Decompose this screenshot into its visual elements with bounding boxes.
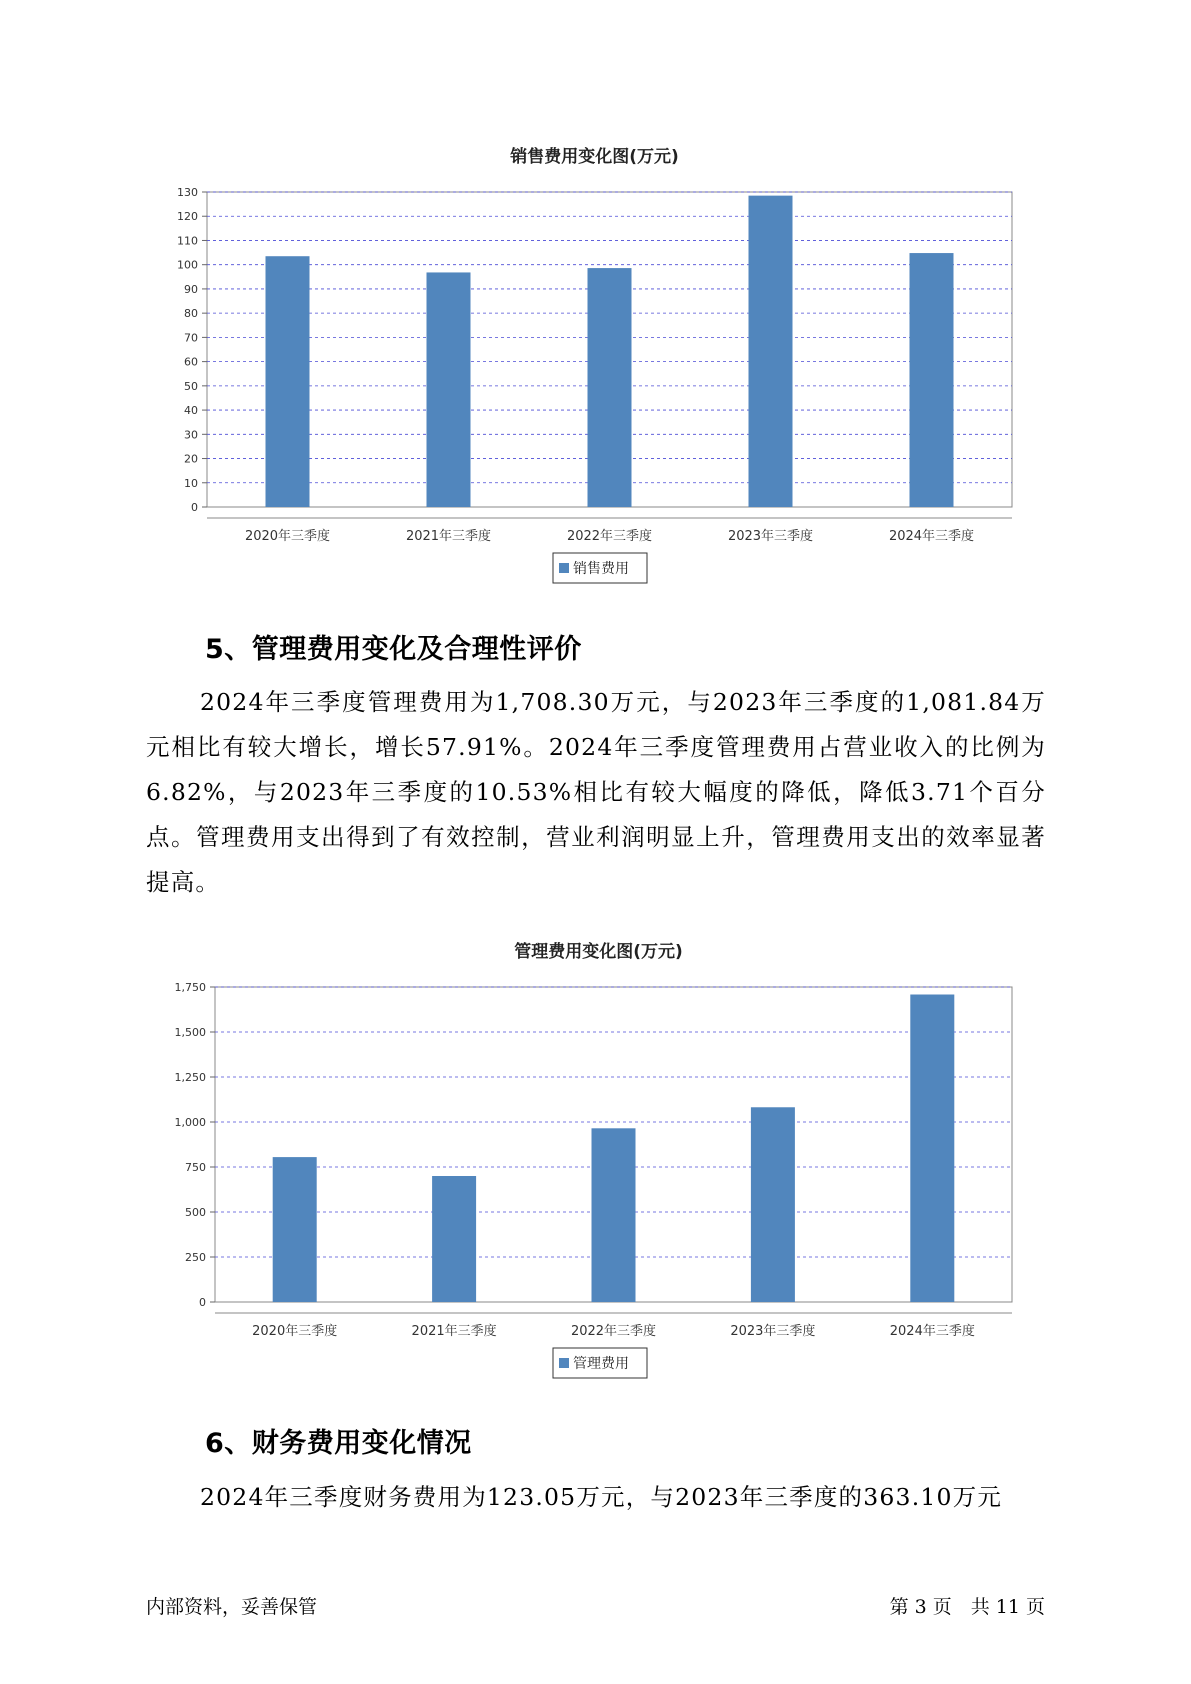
y-tick-label: 1,000 (174, 1116, 206, 1129)
section6-heading: 6、财务费用变化情况 (205, 1428, 472, 1459)
bar (588, 268, 632, 507)
sales-expense-chart (0, 130, 1191, 577)
y-tick-label: 1,250 (174, 1071, 206, 1084)
y-tick-label: 500 (185, 1206, 206, 1219)
y-tick-label: 110 (177, 234, 198, 248)
legend-label: 管理费用 (573, 1356, 629, 1372)
bar (432, 1176, 476, 1302)
section6-paragraph (146, 1475, 1046, 1520)
y-tick-label: 130 (177, 186, 198, 199)
x-category-label: 2024年三季度 (889, 1324, 975, 1339)
bar (273, 1157, 317, 1302)
legend-label: 销售费用 (573, 561, 629, 577)
bar (751, 1107, 795, 1302)
sales-expense-chart-svg (0, 130, 1191, 577)
y-tick-label: 250 (185, 1251, 206, 1264)
bar (592, 1128, 636, 1302)
y-tick-label: 90 (184, 282, 198, 296)
y-tick-label: 80 (184, 307, 198, 321)
y-tick-label: 100 (177, 258, 198, 272)
legend-swatch (559, 563, 569, 573)
x-category-label: 2023年三季度 (727, 529, 814, 544)
x-category-label: 2021年三季度 (405, 529, 492, 544)
x-category-label: 2022年三季度 (566, 529, 653, 544)
x-category-label: 2022年三季度 (570, 1324, 657, 1339)
y-tick-label: 50 (184, 379, 198, 393)
y-tick-label: 10 (184, 476, 198, 490)
bar (910, 995, 954, 1302)
y-tick-label: 20 (184, 452, 198, 466)
y-tick-label: 750 (185, 1161, 206, 1174)
x-category-label: 2024年三季度 (888, 529, 975, 544)
y-tick-label: 120 (177, 210, 198, 224)
bar (427, 272, 471, 507)
y-tick-label: 0 (191, 501, 198, 514)
section5-heading: 5、管理费用变化及合理性评价 (205, 634, 582, 665)
y-tick-label: 30 (184, 428, 198, 442)
bar (749, 196, 793, 507)
legend-swatch (559, 1358, 569, 1368)
footer-left: 内部资料，妥善保管 (146, 1596, 318, 1618)
y-tick-label: 70 (184, 331, 198, 345)
x-category-label: 2020年三季度 (252, 1324, 338, 1339)
section5-paragraph-text: 2024年三季度管理费用为1,708.30万元，与2023年三季度的1,081.84万元相比有较大增长，增长57.91%。2024年三季度管理费用占营业收入的比例为6.82%，与2023年三季度的10.53%相比有较大幅度的降低，降低3.71个百分点。管理费用支出得到了有效控制，营业利润明显上升，管理费用支出的效率显著提高。 (146, 688, 1046, 896)
y-tick-label: 60 (184, 355, 198, 369)
bar (910, 253, 954, 507)
chart-title: 管理费用变化图(万元) (514, 942, 683, 962)
y-tick-label: 1,750 (174, 981, 206, 994)
y-tick-label: 0 (199, 1296, 206, 1309)
admin-expense-chart (0, 925, 1191, 1372)
section6-paragraph-text: 2024年三季度财务费用为123.05万元，与2023年三季度的363.10万元 (200, 1483, 1003, 1511)
x-category-label: 2020年三季度 (244, 529, 331, 544)
section5-paragraph (146, 680, 1046, 905)
x-category-label: 2023年三季度 (730, 1324, 816, 1339)
x-category-label: 2021年三季度 (411, 1324, 497, 1339)
footer-page-number: 第 3 页 共 11 页 (889, 1596, 1045, 1618)
chart-title: 销售费用变化图(万元) (510, 147, 679, 167)
bar (266, 256, 310, 507)
admin-expense-chart-svg (0, 925, 1191, 1372)
y-tick-label: 40 (184, 404, 198, 418)
y-tick-label: 1,500 (174, 1026, 206, 1039)
